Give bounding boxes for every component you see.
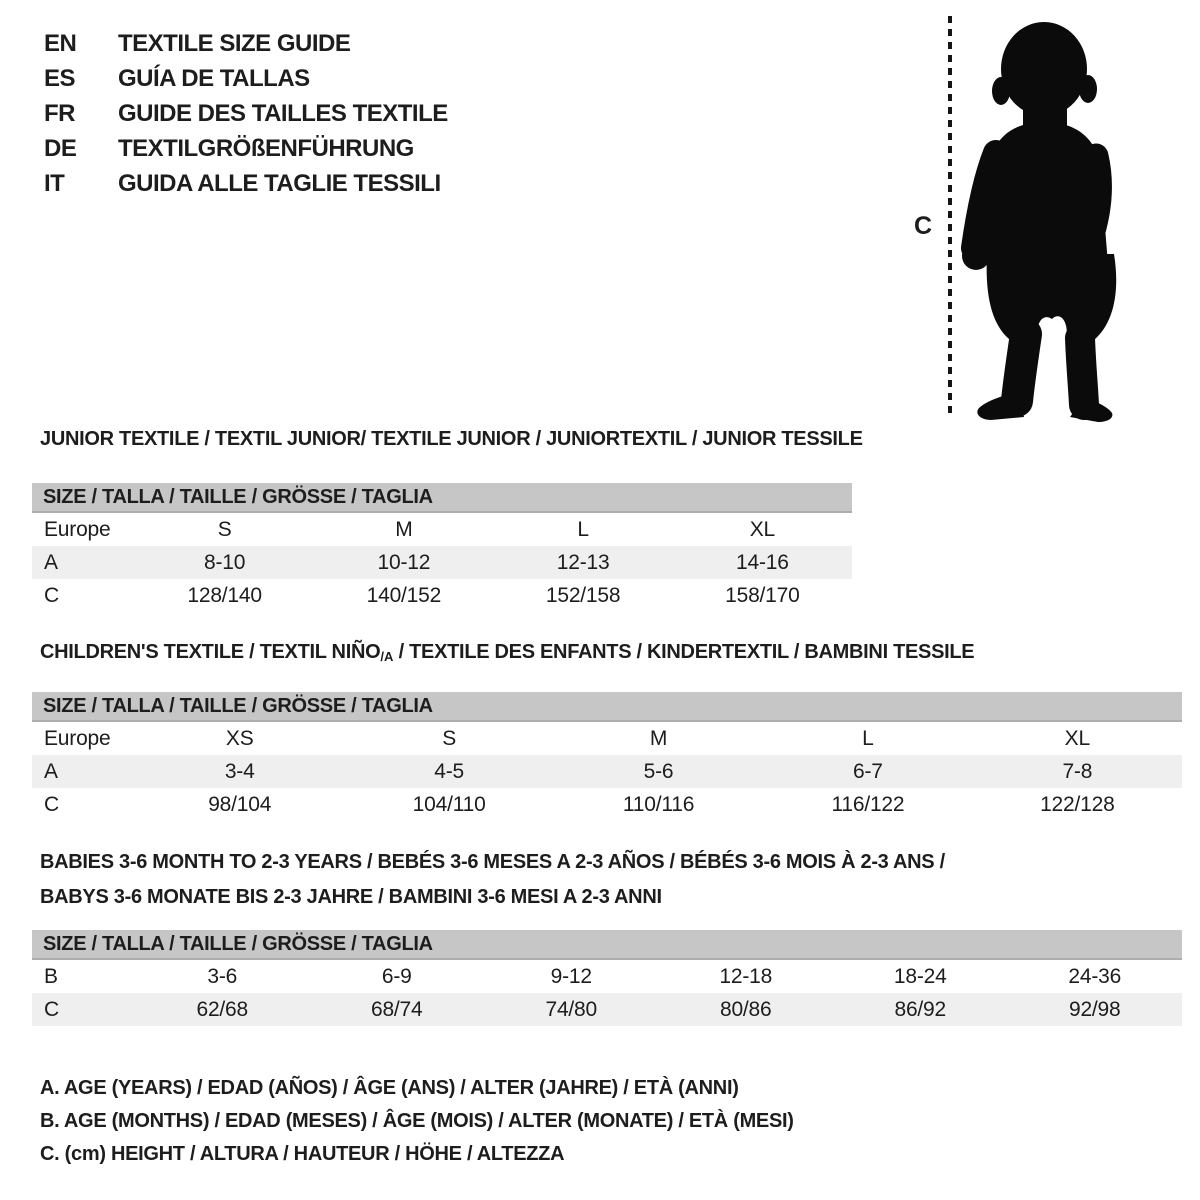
table-cell: 10-12 [377,550,431,574]
table-cell: 6-9 [381,964,412,988]
lang-title: TEXTILE SIZE GUIDE [118,30,351,57]
lang-row-de [44,131,448,166]
children-section-title [40,641,974,664]
toddler-silhouette-icon [960,12,1150,424]
lang-title: GUIDA ALLE TAGLIE TESSILI [118,170,441,197]
children-size-table [32,692,1182,821]
table-row [32,513,852,546]
table-cell: M [649,726,668,750]
babies-section-title-line2: BABYS 3-6 MONATE BIS 2-3 JAHRE / BAMBINI 3-6 MESI A 2-3 ANNI [40,886,662,908]
table-cell: XS [225,726,254,750]
table-row [32,722,1182,755]
table-cell: 98/104 [208,792,272,816]
babies-size-header-bar: SIZE / TALLA / TAILLE / GRÖSSE / TAGLIA [32,930,1182,960]
table-cell: 3-6 [207,964,238,988]
table-cell: 24-36 [1068,964,1122,988]
footnotes [40,1072,794,1171]
table-cell: 116/122 [831,792,905,816]
table-cell: 80/86 [719,997,772,1021]
table-cell: 128/140 [187,583,262,607]
table-row [32,960,1182,993]
language-guide [44,26,448,201]
table-cell: S [442,726,457,750]
table-cell: 152/158 [545,583,621,607]
footnote-b: B. AGE (MONTHS) / EDAD (MESES) / ÂGE (MOIS) / ALTER (MONATE) / ETÀ (MESI) [40,1110,794,1132]
table-cell: 158/170 [725,583,800,607]
children-title-prefix: CHILDREN'S TEXTILE / TEXTIL NIÑO [40,641,381,663]
table-cell: 110/116 [622,792,695,816]
table-row [32,546,852,579]
table-cell: 62/68 [196,997,249,1021]
table-row [32,993,1182,1026]
children-title-subscript: /A [380,649,394,664]
table-cell: 6-7 [853,759,883,783]
children-title-suffix: / TEXTILE DES ENFANTS / KINDERTEXTIL / BAMBINI TESSILE [393,641,975,663]
lang-title: GUÍA DE TALLAS [118,65,310,92]
table-row [32,579,852,612]
footnote-a: A. AGE (YEARS) / EDAD (AÑOS) / ÂGE (ANS) / ALTER (JAHRE) / ETÀ (ANNI) [40,1077,739,1099]
row-label: C [44,997,59,1021]
table-cell: 74/80 [545,997,598,1021]
table-cell: S [217,517,232,541]
row-label: Europe [44,517,111,541]
junior-section-title: JUNIOR TEXTILE / TEXTIL JUNIOR/ TEXTILE JUNIOR / JUNIORTEXTIL / JUNIOR TESSILE [40,428,863,450]
table-row [32,788,1182,821]
table-cell: 122/128 [1040,792,1115,816]
table-cell: 14-16 [736,550,789,574]
table-cell: 104/110 [412,792,486,816]
height-measure-label: C [914,212,933,240]
table-cell: L [577,517,589,541]
table-cell: 7-8 [1062,759,1093,783]
row-label: Europe [44,726,111,750]
height-dashed-line [948,16,952,418]
table-cell: 12-18 [719,964,773,988]
table-row [32,755,1182,788]
table-cell: 9-12 [550,964,592,988]
table-cell: XL [749,517,776,541]
table-cell: 18-24 [893,964,947,988]
lang-code: DE [44,135,77,162]
junior-size-table [32,483,852,612]
table-cell: 3-4 [224,759,255,783]
lang-row-it [44,166,448,201]
lang-code: FR [44,100,75,127]
table-cell: 8-10 [204,550,246,574]
lang-code: IT [44,170,65,197]
table-cell: 140/152 [366,583,442,607]
table-cell: 68/74 [370,997,423,1021]
children-size-header-bar: SIZE / TALLA / TAILLE / GRÖSSE / TAGLIA [32,692,1182,722]
lang-title: TEXTILGRÖßENFÜHRUNG [118,135,414,162]
babies-size-table [32,930,1182,1026]
table-cell: 86/92 [894,997,947,1021]
row-label: C [44,792,59,816]
row-label: A [44,759,58,783]
lang-row-es [44,61,448,96]
table-cell: 5-6 [643,759,674,783]
junior-size-header-bar: SIZE / TALLA / TAILLE / GRÖSSE / TAGLIA [32,483,852,513]
table-cell: M [395,517,413,541]
lang-code: EN [44,30,77,57]
row-label: B [44,964,58,988]
table-cell: 4-5 [434,759,464,783]
row-label: A [44,550,58,574]
footnote-c: C. (cm) HEIGHT / ALTURA / HAUTEUR / HÖHE / ALTEZZA [40,1143,565,1165]
table-cell: 92/98 [1068,997,1121,1021]
lang-row-fr [44,96,448,131]
lang-title: GUIDE DES TAILLES TEXTILE [118,100,448,127]
lang-code: ES [44,65,76,92]
table-cell: XL [1064,726,1090,750]
table-cell: 12-13 [556,550,610,574]
babies-section-title-line1: BABIES 3-6 MONTH TO 2-3 YEARS / BEBÉS 3-6 MESES A 2-3 AÑOS / BÉBÉS 3-6 MOIS À 2-3 ANS / [40,851,945,873]
lang-row-en [44,26,448,61]
table-cell: L [862,726,874,750]
row-label: C [44,583,59,607]
